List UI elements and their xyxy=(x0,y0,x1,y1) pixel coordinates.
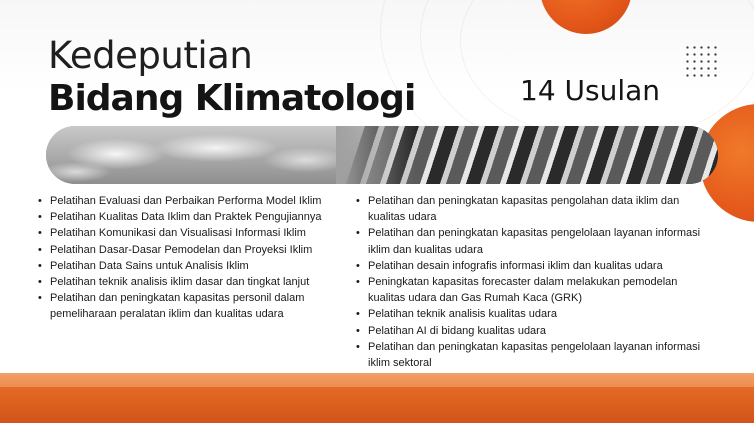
list-item: • Pelatihan Dasar-Dasar Pemodelan dan Proyeksi Iklim xyxy=(38,242,338,258)
list-item: • Pelatihan teknik analisis iklim dasar dan tingkat lanjut xyxy=(38,274,338,290)
list-item: • Pelatihan dan peningkatan kapasitas personil dalam pemeliharaan peralatan iklim dan kualitas udara xyxy=(38,290,338,322)
list-item: • Pelatihan dan peningkatan kapasitas pengolahan data iklim dan kualitas udara xyxy=(356,193,711,225)
list-item: • Pelatihan dan peningkatan kapasitas pengelolaan layanan informasi iklim dan kualitas udara xyxy=(356,225,711,257)
banner-blend xyxy=(336,126,416,184)
list-item: • Pelatihan Evaluasi dan Perbaikan Performa Model Iklim xyxy=(38,193,338,209)
list-item: • Pelatihan desain infografis informasi iklim dan kualitas udara xyxy=(356,258,711,274)
list-item: • Pelatihan Data Sains untuk Analisis Iklim xyxy=(38,258,338,274)
list-item: • Peningkatan kapasitas forecaster dalam melakukan pemodelan kualitas udara dan Gas Rumah Kaca (GRK) xyxy=(356,274,711,306)
list-item: • Pelatihan teknik analisis kualitas udara xyxy=(356,306,711,322)
proposal-list-left xyxy=(38,193,338,323)
proposal-count: 14 Usulan xyxy=(520,74,661,107)
dot-grid-decoration xyxy=(684,44,718,78)
title-line-2: Bidang Klimatologi xyxy=(48,78,416,119)
proposal-list-right xyxy=(356,193,711,371)
cloud-sky xyxy=(46,126,366,184)
list-item: • Pelatihan Kualitas Data Iklim dan Praktek Pengujiannya xyxy=(38,209,338,225)
footer-band-dark xyxy=(0,387,754,423)
footer-band-light xyxy=(0,373,754,387)
banner-image xyxy=(46,126,718,184)
list-item: • Pelatihan dan peningkatan kapasitas pengelolaan layanan informasi iklim sektoral xyxy=(356,339,711,371)
list-item: • Pelatihan AI di bidang kualitas udara xyxy=(356,323,711,339)
title-line-1: Kedeputian xyxy=(48,34,253,77)
list-item: • Pelatihan Komunikasi dan Visualisasi Informasi Iklim xyxy=(38,225,338,241)
